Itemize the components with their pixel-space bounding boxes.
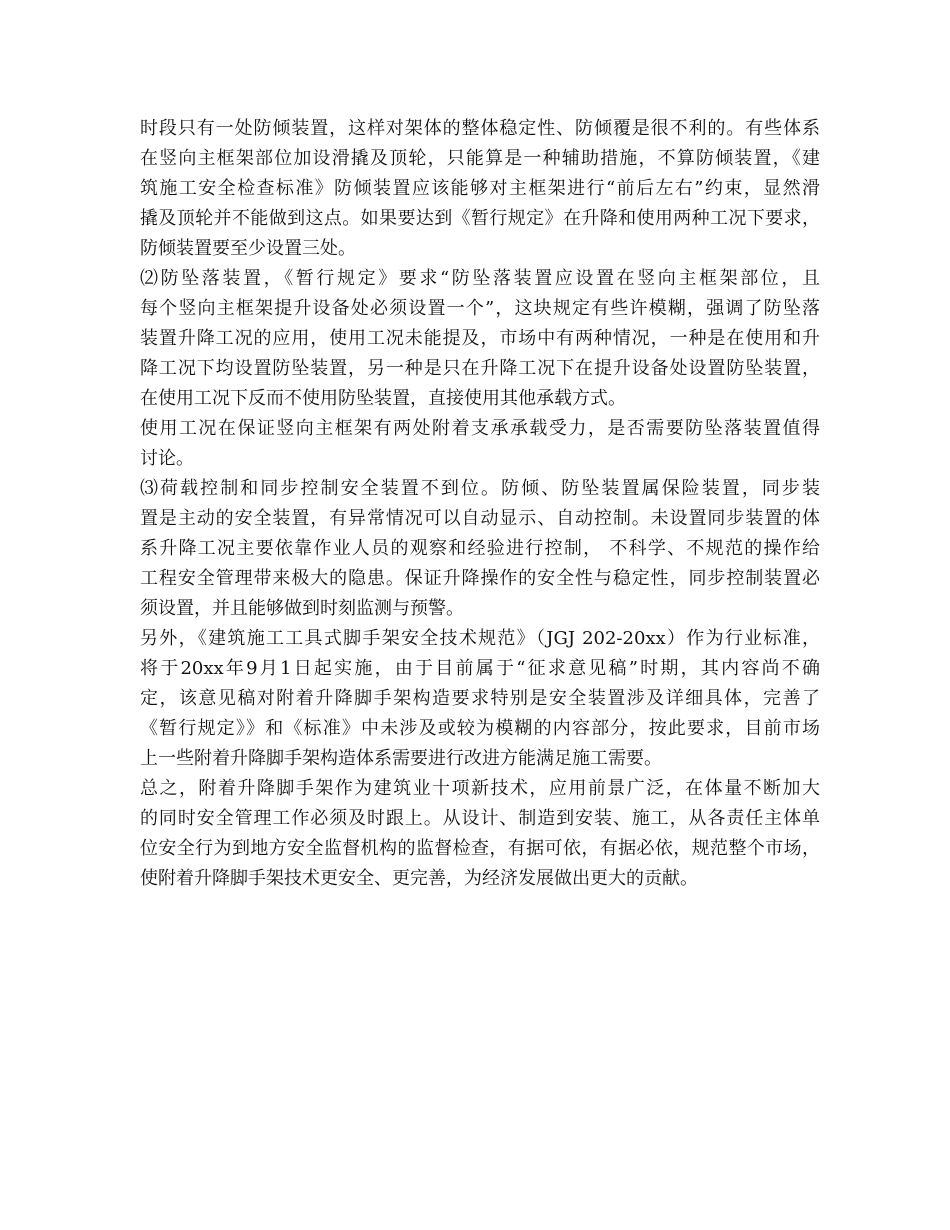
text-line: 撬及顶轮并不能做到这点。如果要达到《暂行规定》在升降和使用两种工况下要求， [140, 208, 820, 229]
text-line: 使附着升降脚手架技术更安全、更完善，为经济发展做出更大的贡献。 [140, 868, 698, 889]
paragraph-conclusion [140, 774, 820, 894]
paragraph-anti-tilt-summary [140, 114, 820, 264]
text-line: 每个竖向主框架提升设备处必须设置一个”，这块规定有些许模糊，强调了防坠落 [140, 298, 820, 319]
document-body [140, 114, 820, 894]
text-line: 工程安全管理带来极大的隐患。保证升降操作的安全性与稳定性，同步控制装置必 [140, 568, 820, 589]
text-line: 讨论。 [140, 448, 194, 469]
text-line: 降工况下均设置防坠装置，另一种是只在升降工况下在提升设备处设置防坠装置， [140, 358, 820, 379]
text-line: 将于20xx年9月1日起实施，由于目前属于“征求意见稿”时期，其内容尚不确 [140, 658, 820, 679]
paragraph-working-condition [140, 414, 820, 474]
text-line: 装置升降工况的应用，使用工况未能提及，市场中有两种情况，一种是在使用和升 [140, 328, 820, 349]
text-line: 筑施工安全检查标准》防倾装置应该能够对主框架进行“前后左右”约束，显然滑 [140, 178, 820, 199]
paragraph-anti-fall-device [140, 264, 820, 414]
paragraph-load-sync-control [140, 474, 820, 624]
text-line: 防倾装置要至少设置三处。 [140, 238, 356, 259]
paragraph-technical-code [140, 624, 820, 774]
text-line: 另外，《建筑施工工具式脚手架安全技术规范》（JGJ 202-20xx）作为行业标准， [140, 628, 820, 649]
text-line: 在使用工况下反而不使用防坠装置，直接使用其他承载方式。 [140, 388, 626, 409]
text-line: 时段只有一处防倾装置，这样对架体的整体稳定性、防倾覆是很不利的。有些体系 [140, 118, 820, 139]
text-line: 上一些附着升降脚手架构造体系需要进行改进方能满足施工需要。 [140, 748, 662, 769]
text-line: 置是主动的安全装置，有异常情况可以自动显示、自动控制。未设置同步装置的体 [140, 508, 820, 529]
text-line: ⑶荷载控制和同步控制安全装置不到位。防倾、防坠装置属保险装置，同步装 [140, 478, 820, 499]
text-line: ⑵防坠落装置，《暂行规定》要求“防坠落装置应设置在竖向主框架部位，且 [140, 268, 820, 289]
text-line: 定，该意见稿对附着升降脚手架构造要求特别是安全装置涉及详细具体，完善了 [140, 688, 820, 709]
text-line: 总之，附着升降脚手架作为建筑业十项新技术，应用前景广泛，在体量不断加大 [140, 778, 820, 799]
text-line: 《暂行规定》》和《标准》中未涉及或较为模糊的内容部分，按此要求，目前市场 [140, 718, 820, 739]
text-line: 位安全行为到地方安全监督机构的监督检查，有据可依，有据必依，规范整个市场， [140, 838, 820, 859]
text-line: 的同时安全管理工作必须及时跟上。从设计、制造到安装、施工，从各责任主体单 [140, 808, 820, 829]
text-line: 在竖向主框架部位加设滑撬及顶轮，只能算是一种辅助措施，不算防倾装置，《建 [140, 148, 820, 169]
text-line: 使用工况在保证竖向主框架有两处附着支承承载受力，是否需要防坠落装置值得 [140, 418, 820, 439]
text-line: 须设置，并且能够做到时刻监测与预警。 [140, 598, 464, 619]
text-line: 系升降工况主要依靠作业人员的观察和经验进行控制， 不科学、不规范的操作给 [140, 538, 820, 559]
